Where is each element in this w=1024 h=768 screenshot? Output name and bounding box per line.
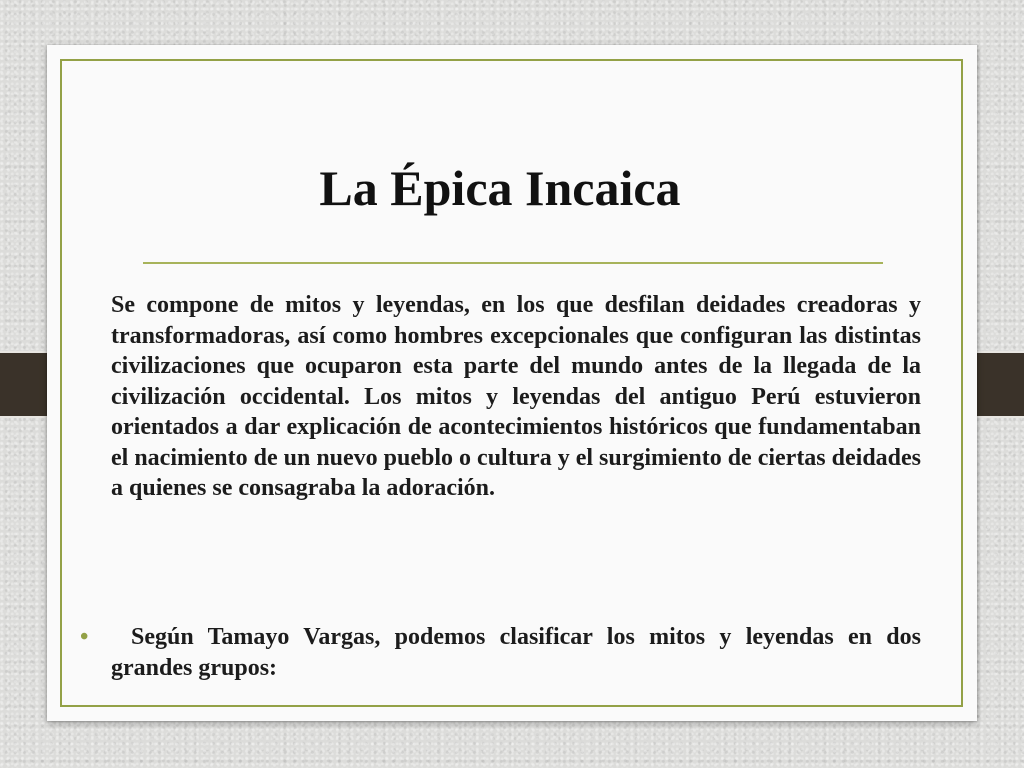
- bullet-icon: •: [80, 624, 89, 650]
- body-paragraph: Se compone de mitos y leyendas, en los que desfilan deidades creadoras y transformadoras, así como hombres excepcionales que configuran las distintas civilizaciones que ocuparon esta parte del mundo antes de la llegada de la civilización occidental. Los mitos y leyendas del antiguo Perú estuvieron orientados a dar explicación de acontecimientos históricos que fundamentaban el nacimiento de un nuevo pueblo o cultura y el surgimiento de ciertas deidades a quienes se consagraba la adoración.: [111, 292, 921, 501]
- title-underline: [143, 262, 883, 264]
- bullet-text: Según Tamayo Vargas, podemos clasificar los mitos y leyendas en dos grandes grupos:: [111, 624, 921, 681]
- bullet-text-block: [111, 622, 921, 683]
- slide-title: La Épica Incaica: [319, 160, 681, 216]
